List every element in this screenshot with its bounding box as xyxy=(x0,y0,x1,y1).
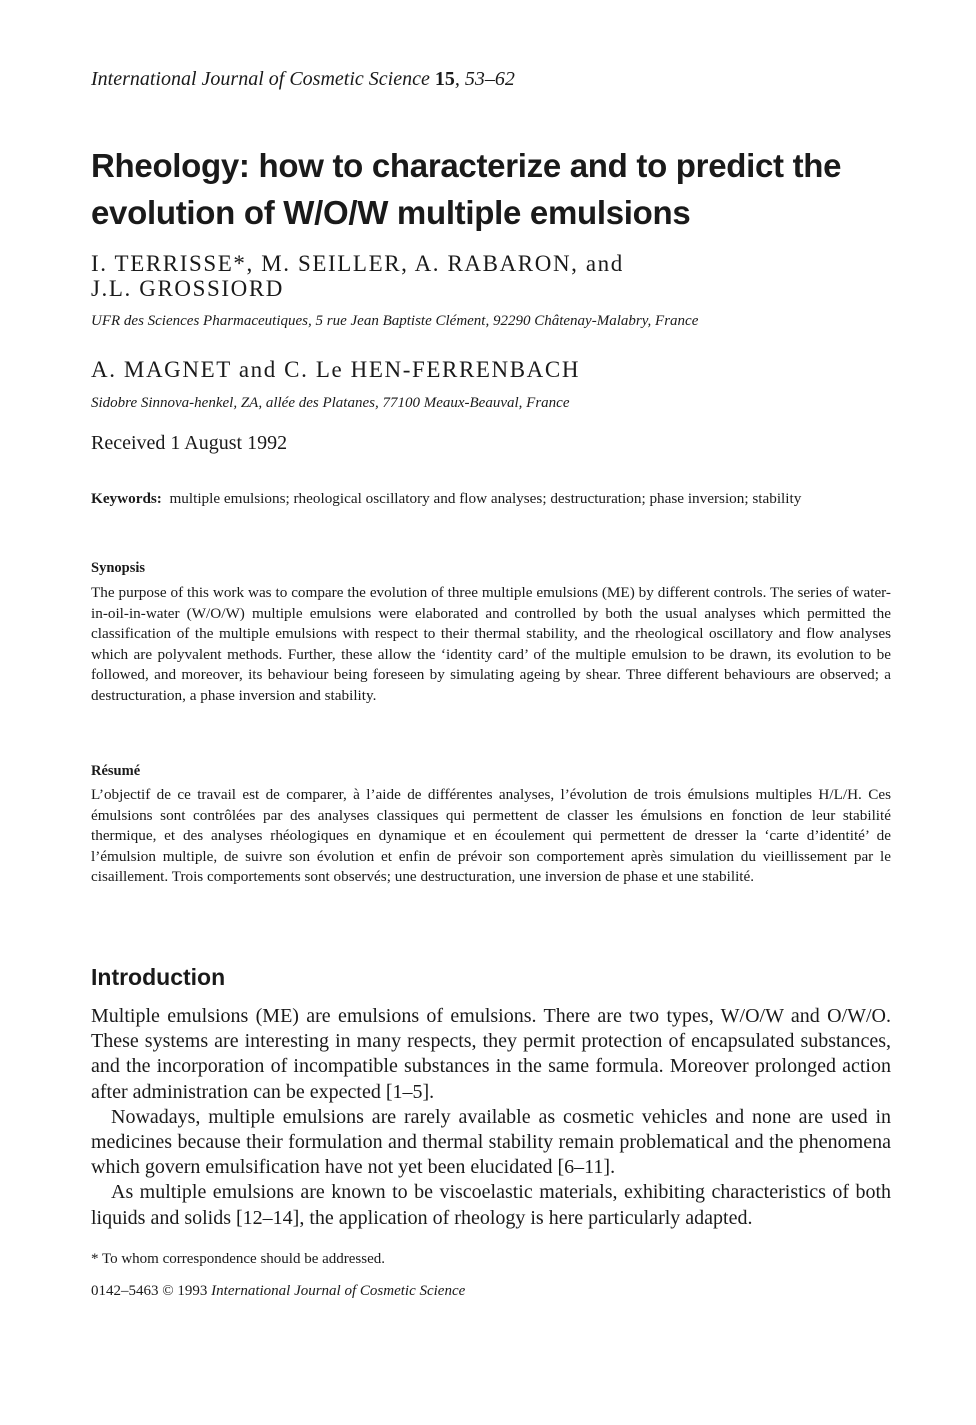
affiliation-1: UFR des Sciences Pharmaceutiques, 5 rue Jean Baptiste Clément, 92290 Châtenay-Malabry, France xyxy=(91,313,699,329)
correspondence-footnote: * To whom correspondence should be addressed. xyxy=(91,1251,386,1267)
authors-group-1-line-2: J.L. GROSSIORD xyxy=(91,276,285,301)
authors-group-2: A. MAGNET and C. Le HEN-FERRENBACH xyxy=(91,357,581,382)
affiliation-2: Sidobre Sinnova-henkel, ZA, allée des Platanes, 77100 Meaux-Beauval, France xyxy=(91,395,570,411)
journal-name: International Journal of Cosmetic Science xyxy=(91,68,430,90)
journal-citation xyxy=(91,68,515,91)
introduction-heading: Introduction xyxy=(91,964,226,990)
intro-paragraph-1: Multiple emulsions (ME) are emulsions of emulsions. There are two types, W/O/W and O/W/O. These systems are interesting in many respects, they permit protection of encapsulated substances, and the incorporation of incompatible substances in the same formula. Moreover prolonged action after administration can be expected [1–5]. xyxy=(91,1005,891,1103)
resume-heading: Résumé xyxy=(91,763,141,779)
introduction-body xyxy=(91,1004,891,1231)
issn-copyright: 0142–5463 © 1993 xyxy=(91,1283,208,1299)
synopsis-heading: Synopsis xyxy=(91,560,146,576)
intro-paragraph-2: Nowadays, multiple emulsions are rarely available as cosmetic vehicles and none are used in medicines because their formulation and thermal stability remain problematical and the phenomena which govern emulsification have not yet been elucidated [6–11]. xyxy=(91,1105,891,1179)
journal-volume: 15 xyxy=(434,68,455,90)
keywords-label: Keywords: xyxy=(91,490,162,507)
resume-text: L’objectif de ce travail est de comparer, à l’aide de différentes analyses, l’évolution de trois émulsions multiples H/L/H. Ces émulsions sont contrôlées par des analyses classiques qui permettent de classer les émulsions en fonction de leur stabilité thermique, et des analyses rhéologiques en dynamique et en écoulement qui permettent de dresser la ‘carte d’identité’ de l’émulsion multiple, de suivre son évolution et enfin de prévoir son comportement après simulation du vieillissement par le cisaillement. Trois comportements sont observés; une destructuration, une inversion de phase et une stabilité. xyxy=(91,786,891,885)
copyright-line xyxy=(91,1283,465,1300)
article-title: Rheology: how to characterize and to predict the evolution of W/O/W multiple emulsions xyxy=(91,147,842,231)
copyright-journal: International Journal of Cosmetic Science xyxy=(211,1283,466,1299)
authors-group-1-line-1: I. TERRISSE*, M. SEILLER, A. RABARON, and xyxy=(91,251,624,276)
intro-paragraph-3: As multiple emulsions are known to be viscoelastic materials, exhibiting characteristics of both liquids and solids [12–14], the application of rheology is here particularly adapted. xyxy=(91,1181,891,1229)
synopsis-text: The purpose of this work was to compare the evolution of three multiple emulsions (ME) by different controls. The series of water-in-oil-in-water (W/O/W) multiple emulsions were elaborated and controlled by both the usual analyses which permitted the classification of the multiple emulsions with respect to their thermal stability, and the rheological oscillatory and flow analyses which are polyvalent methods. Further, these allow the ‘identity card’ of the multiple emulsion to be drawn, its evolution to be followed, and moreover, its behaviour being foreseen by simulating ageing by shear. Three different behaviours are observed; a destructuration, a phase inversion and stability. xyxy=(91,584,891,704)
journal-pages: , 53–62 xyxy=(454,68,515,90)
keywords xyxy=(91,488,891,509)
keywords-text: multiple emulsions; rheological oscillatory and flow analyses; destructuration; phase inversion; stability xyxy=(169,490,802,507)
received-date: Received 1 August 1992 xyxy=(91,432,288,454)
